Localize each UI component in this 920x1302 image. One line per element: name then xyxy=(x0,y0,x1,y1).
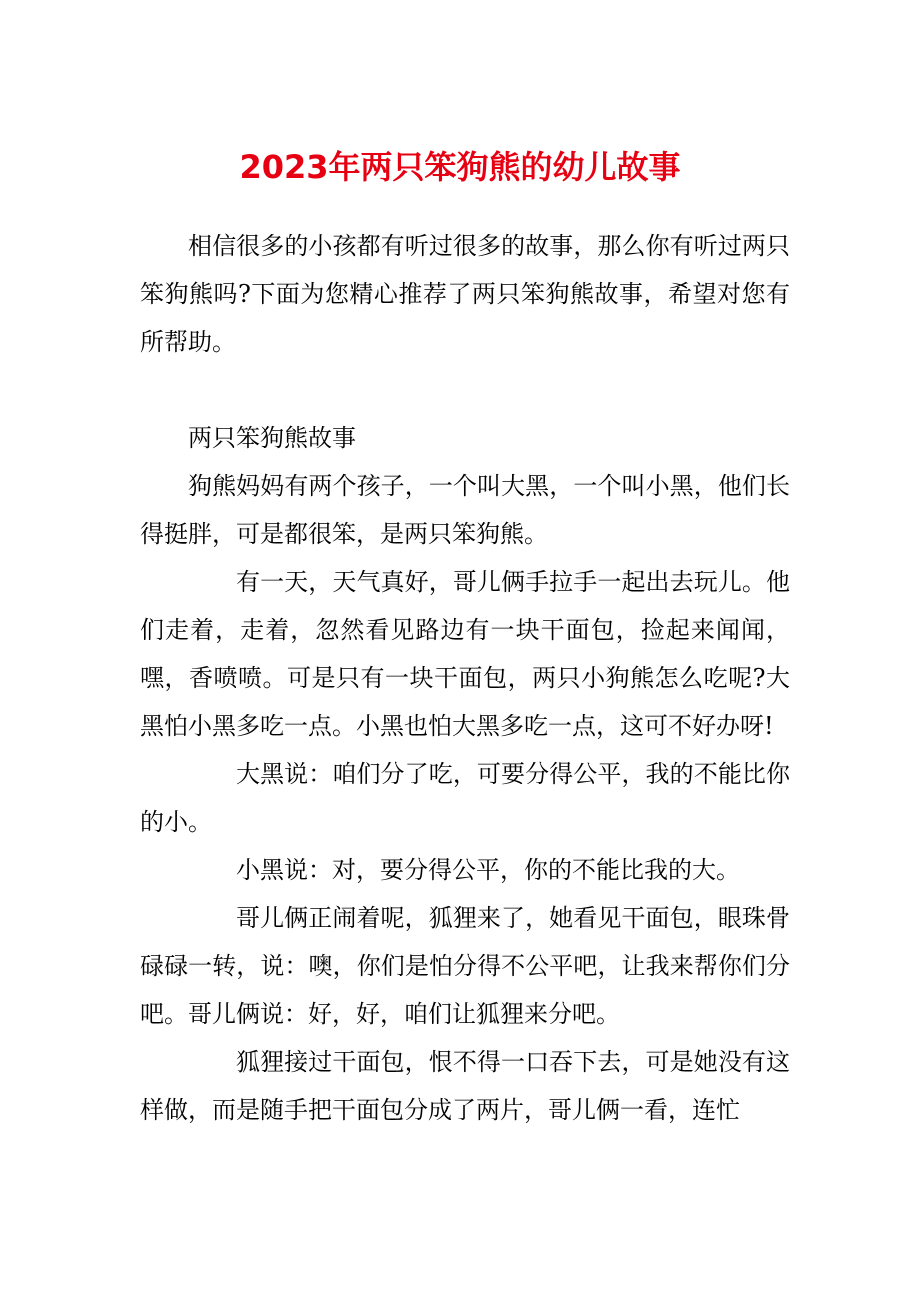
story-paragraph-2: 有一天，天气真好，哥儿俩手拉手一起出去玩儿。他们走着，走着，忽然看见路边有一块干面包，捡起来闻闻，嘿，香喷喷。可是只有一块干面包，两只小狗熊怎么吃呢?大黑怕小黑多吃一点。小黑也怕大黑多吃一点，这可不好办呀! xyxy=(140,568,790,740)
story-paragraph-5: 哥儿俩正闹着呢，狐狸来了，她看见干面包，眼珠骨碌碌一转，说：噢，你们是怕分得不公平吧，让我来帮你们分吧。哥儿俩说：好，好，咱们让狐狸来分吧。 xyxy=(140,904,790,1028)
story-paragraph-3: 大黑说：咱们分了吃，可要分得公平，我的不能比你的小。 xyxy=(140,760,790,836)
story-paragraph-6: 狐狸接过干面包，恨不得一口吞下去，可是她没有这样做，而是随手把干面包分成了两片，哥儿俩一看，连忙 xyxy=(140,1048,790,1124)
document-title: 2023年两只笨狗熊的幼儿故事 xyxy=(239,148,681,186)
story-paragraph-1: 狗熊妈妈有两个孩子，一个叫大黑，一个叫小黑，他们长得挺胖，可是都很笨，是两只笨狗熊。 xyxy=(140,472,790,548)
intro-paragraph: 相信很多的小孩都有听过很多的故事，那么你有听过两只笨狗熊吗?下面为您精心推荐了两只笨狗熊故事，希望对您有所帮助。 xyxy=(140,232,790,356)
section-heading: 两只笨狗熊故事 xyxy=(188,424,356,452)
paragraph-gap xyxy=(140,366,790,414)
story-paragraph-4: 小黑说：对，要分得公平，你的不能比我的大。 xyxy=(236,856,740,884)
document-body xyxy=(140,222,790,1134)
